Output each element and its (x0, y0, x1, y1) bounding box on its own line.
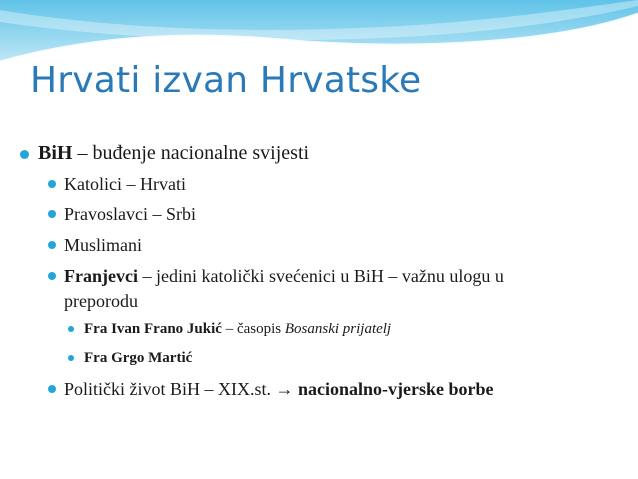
bullet-text: – buđenje nacionalne svijesti (72, 142, 310, 164)
slide-title: Hrvati izvan Hrvatske (30, 60, 422, 101)
bullet-bold: Fra Grgo Martić (84, 350, 193, 366)
bullet-text: Muslimani (64, 235, 143, 255)
bullet-dot-icon (68, 326, 74, 332)
bullet-jukic (84, 317, 391, 341)
bullet-text: – jedini katolički svećenici u BiH – važnu ulogu u (137, 266, 504, 286)
bullet-muslimani (64, 233, 142, 257)
bullet-text: – časopis (221, 321, 285, 337)
bullet-dot-icon (48, 272, 56, 280)
bullet-text: Katolici – Hrvati (64, 174, 186, 194)
bullet-bold: BiH (38, 142, 73, 164)
bullet-katolici (64, 172, 186, 196)
bullet-text: preporodu (64, 291, 138, 311)
bullet-bold: Franjevci (64, 266, 138, 286)
bullet-martic (84, 346, 192, 370)
bullet-politicki (64, 377, 494, 401)
bullet-franjevci-continued (64, 289, 138, 313)
bullet-italic: Bosanski prijatelj (284, 321, 392, 337)
bullet-text: Politički život BiH – XIX.st. → (64, 379, 298, 399)
bullet-bold: Fra Ivan Frano Jukić (84, 321, 222, 337)
bullet-dot-icon (20, 150, 29, 159)
bullet-dot-icon (48, 241, 56, 249)
bullet-bold: nacionalno-vjerske borbe (298, 379, 494, 399)
bullet-dot-icon (68, 355, 74, 361)
bullet-dot-icon (48, 180, 56, 188)
bullet-bih (38, 141, 309, 165)
bullet-text: Pravoslavci – Srbi (64, 204, 196, 224)
bullet-dot-icon (48, 385, 56, 393)
bullet-pravoslavci (64, 202, 196, 226)
bullet-dot-icon (48, 210, 56, 218)
bullet-franjevci (64, 264, 504, 288)
